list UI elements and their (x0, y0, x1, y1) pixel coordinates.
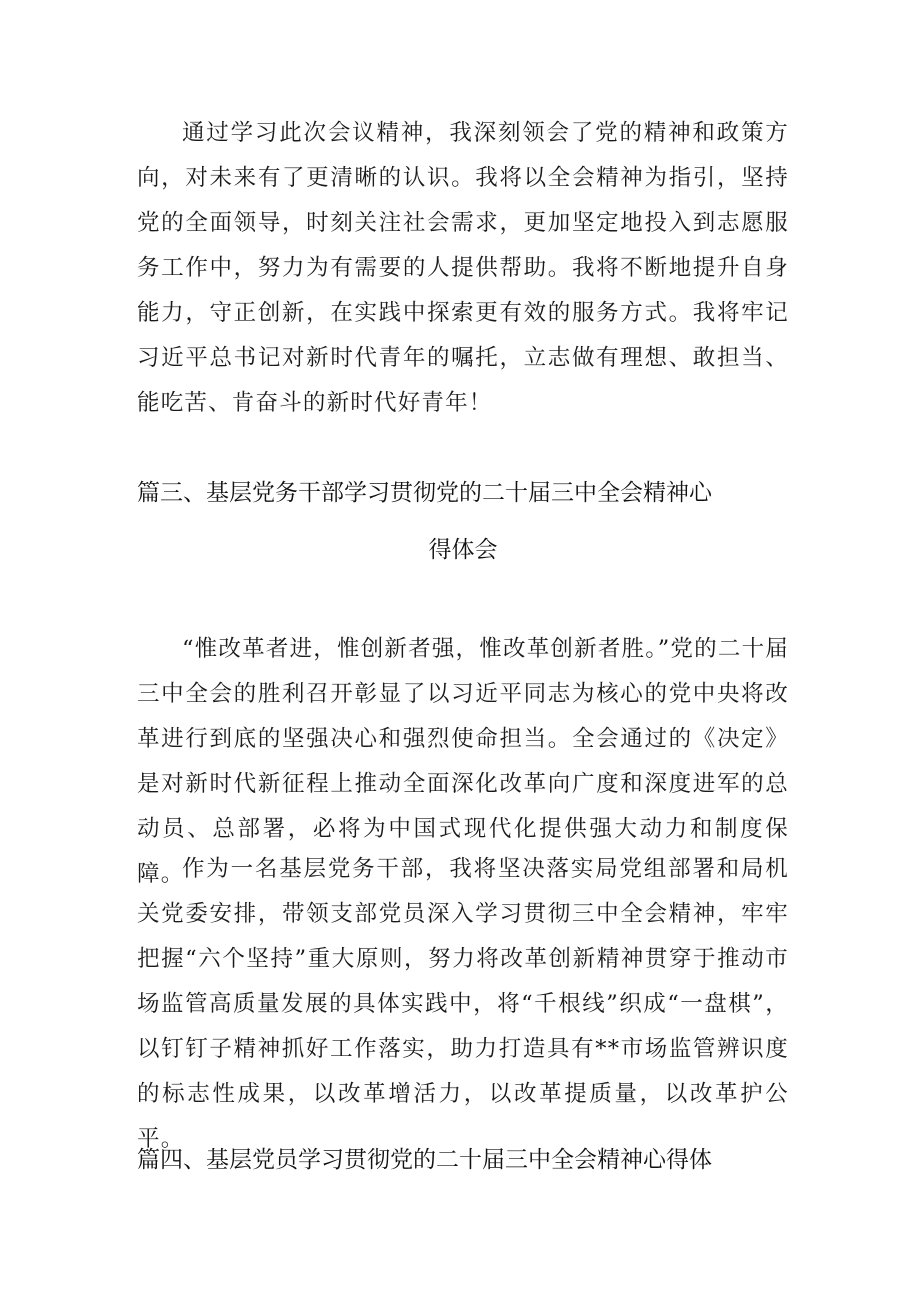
section-heading-3-line-2: 得体会 (428, 537, 498, 563)
paragraph-party-cadre-commitment: 作为一名基层党务干部，我将坚决落实局党组部署和局机关党委安排，带领支部党员深入学习贯彻三中全会精神，牢牢把握“六个坚持”重大原则，努力将改革创新精神贯穿于推动市场监管高质量发展的具体实践中，将“千根线”织成“一盘棋”，以钉钉子精神抓好工作落实，助力打造具有**市场监管辨识度的标志性成果，以改革增活力，以改革提质量，以改革护公平。 (137, 856, 789, 1152)
section-heading-3-line-1: 篇三、基层党务干部学习贯彻党的二十届三中全会精神心 (137, 480, 712, 506)
section-heading-4-line-1: 篇四、基层党员学习贯彻党的二十届三中全会精神心得体 (137, 1147, 712, 1173)
paragraph-reform-quote: “惟改革者进，惟创新者强，惟改革创新者胜。”党的二十届三中全会的胜利召开彰显了以习近平同志为核心的党中央将改革进行到底的坚强决心和强烈使命担当。全会通过的《决定》是对新时代新征程上推动全面深化改革向广度和深度进军的总动员、总部署，必将为中国式现代化提供强大动力和制度保障。 (137, 636, 789, 887)
paragraph-volunteer-reflection: 通过学习此次会议精神，我深刻领会了党的精神和政策方向，对未来有了更清晰的认识。我将以全会精神为指引，坚持党的全面领导，时刻关注社会需求，更加坚定地投入到志愿服务工作中，努力为有需要的人提供帮助。我将不断地提升自身能力，守正创新，在实践中探索更有效的服务方式。我将牢记习近平总书记对新时代青年的嘱托，立志做有理想、敢担当、能吃苦、肯奋斗的新时代好青年！ (137, 120, 789, 416)
